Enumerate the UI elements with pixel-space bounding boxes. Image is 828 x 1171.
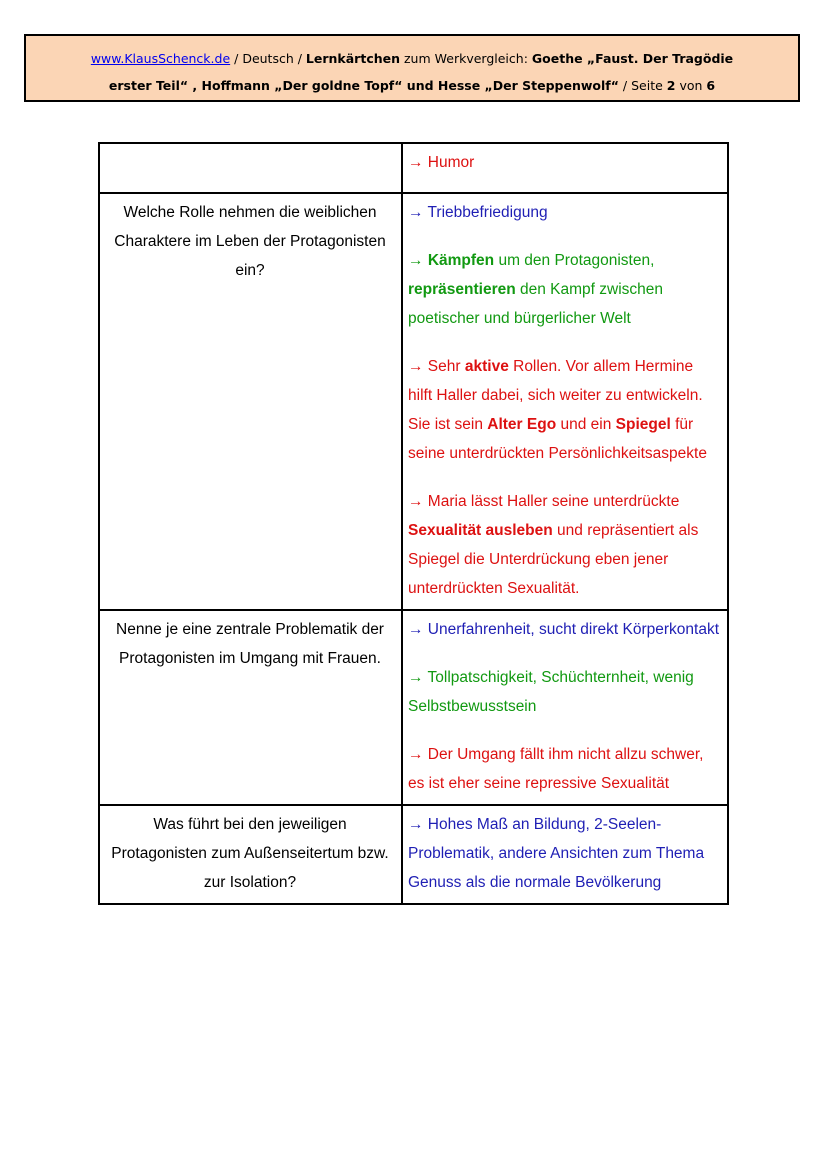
header-card-word: Lernkärtchen	[305, 51, 401, 66]
answer-text: → Humor	[408, 154, 475, 171]
site-link[interactable]: www.KlausSchenck.de	[90, 51, 231, 66]
header-works-line-2: erster Teil“ , Hoffmann „Der goldne Topf“ und Hesse „Der Steppenwolf“	[108, 78, 619, 93]
answer-text: → Unerfahrenheit, sucht direkt Körperkontakt	[408, 621, 720, 638]
card-question: Was führt bei den jeweiligen Protagonisten zum Außenseitertum bzw. zur Isolation?	[99, 805, 402, 904]
flashcard-table	[98, 142, 729, 905]
page-label: / Seite	[618, 78, 667, 93]
answer-text: Rollen. Vor allem Hermine hilft Haller dabei, sich weiter zu entwickeln. Sie ist sein	[408, 358, 703, 433]
answer-red	[408, 148, 721, 177]
header-works-line-1: Goethe „Faust. Der Tragödie	[531, 51, 734, 66]
answer-keyword: aktive	[464, 358, 509, 375]
answer-text: für seine unterdrückten Persönlichkeitsaspekte	[408, 416, 707, 462]
page-header	[24, 34, 800, 102]
answer-text: → Maria lässt Haller seine unterdrückte	[408, 493, 680, 510]
answer-blue	[408, 615, 721, 644]
answer-text: → Der Umgang fällt ihm nicht allzu schwer, es ist eher seine repressive Sexualität	[408, 746, 704, 792]
answer-text: → Tollpatschigkeit, Schüchternheit, wenig Selbstbewusstsein	[408, 669, 694, 715]
answer-keyword: Kämpfen	[427, 252, 495, 269]
card-answer	[402, 610, 728, 805]
answer-text: → Hohes Maß an Bildung, 2-Seelen-Problematik, andere Ansichten zum Thema Genuss als die normale Bevölkerung	[408, 816, 705, 891]
page-current: 2	[666, 78, 676, 93]
answer-green	[408, 663, 721, 721]
card-answer	[402, 805, 728, 904]
card-question	[99, 143, 402, 193]
card-row	[99, 143, 728, 193]
card-question: Nenne je eine zentrale Problematik der Protagonisten im Umgang mit Frauen.	[99, 610, 402, 805]
answer-keyword: Alter Ego	[487, 416, 557, 433]
answer-keyword: Sexualität ausleben	[408, 522, 553, 539]
card-row	[99, 610, 728, 805]
header-line-2	[26, 78, 798, 93]
header-breadcrumb: / Deutsch /	[230, 51, 306, 66]
answer-blue	[408, 198, 721, 227]
card-answer	[402, 193, 728, 610]
answer-text: und repräsentiert als Spiegel die Unterdrückung eben jener unterdrückten Sexualität.	[408, 522, 699, 597]
answer-text: den Kampf zwischen poetischer und bürgerlicher Welt	[408, 281, 664, 327]
header-line-1	[26, 51, 798, 66]
answer-text: und ein	[556, 416, 616, 433]
page-of: von	[675, 78, 707, 93]
answer-text: um den Protagonisten,	[494, 252, 655, 269]
answer-red	[408, 487, 721, 603]
answer-text: → Sehr	[408, 358, 465, 375]
answer-keyword: repräsentieren	[408, 281, 516, 298]
answer-text: → Triebbefriedigung	[408, 204, 548, 221]
answer-green	[408, 246, 721, 333]
answer-keyword: Spiegel	[615, 416, 671, 433]
page-total: 6	[706, 78, 716, 93]
answer-text: →	[408, 252, 428, 269]
card-row	[99, 805, 728, 904]
card-row	[99, 193, 728, 610]
answer-red	[408, 352, 721, 468]
header-comparison-text: zum Werkvergleich:	[400, 51, 532, 66]
card-question: Welche Rolle nehmen die weiblichen Charaktere im Leben der Protagonisten ein?	[99, 193, 402, 610]
answer-red	[408, 740, 721, 798]
card-answer	[402, 143, 728, 193]
answer-blue	[408, 810, 721, 897]
